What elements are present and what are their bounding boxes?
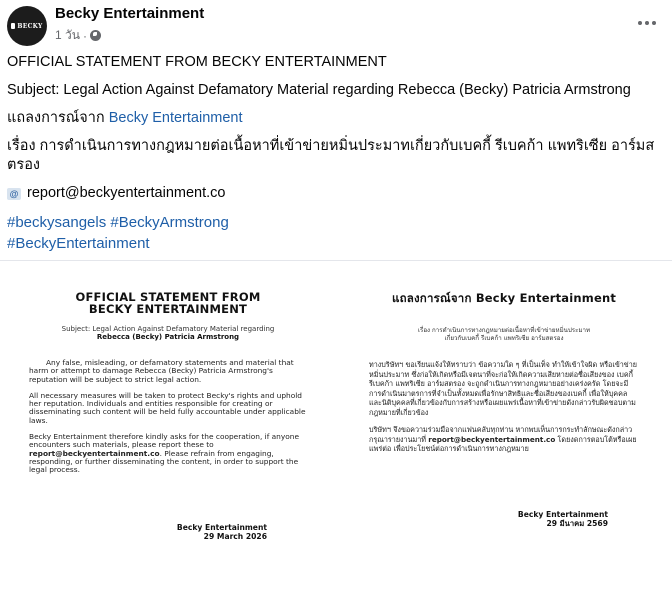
statement-image-english[interactable]: [0, 261, 336, 597]
email-line: [7, 184, 662, 203]
statement-heading: OFFICIAL STATEMENT FROM BECKY ENTERTAINMENT: [7, 54, 387, 70]
hashtag-link[interactable]: #beckysangels: [7, 214, 107, 231]
image-paragraph: Becky Entertainment therefore kindly asks for the cooperation, if anyone encounters such materials, please report these to report@beckyentertainment.co. Please refrain from engaging, responding, or further disseminating the content, in order to support the legal process.: [29, 432, 299, 475]
image-paragraph: ทางบริษัทฯ ขอเรียนแจ้งให้ทราบว่า ข้อความใด ๆ ที่เป็นเท็จ ทำให้เข้าใจผิด หรือเข้าข่ายหมิ่นประมาท ซึ่งก่อให้เกิดหรือมีเจตนาที่จะก่อให้เกิดความเสียหายต่อชื่อเสียงของ เบคกี้ รีเบคก้า แพทริเซีย อาร์มสตรอง จะถูกดำเนินการทางกฎหมายอย่างเคร่งครัด โดยจะมีการดำเนินมาตรการที่จำเป็นทั้งหมดเพื่อรักษาสิทธิและชื่อเสียงของเบคกี้ เพื่อให้บุคคลและนิติบุคคลที่เกี่ยวข้องกับการสร้างหรือเผยแพร่เนื้อหาที่เข้าข่ายดังกล่าวรับผิดชอบตามกฎหมายที่เกี่ยวข้อง: [369, 360, 637, 417]
image-title: OFFICIAL STATEMENT FROM BECKY ENTERTAINMENT: [75, 290, 261, 316]
thai-heading-prefix: แถลงการณ์จาก: [7, 110, 109, 126]
thai-subject: เรื่อง การดำเนินการทางกฎหมายต่อเนื้อหาที่เข้าข่ายหมิ่นประมาทเกี่ยวกับเบคกี้ รีเบคก้า แพทริเซีย อาร์มสตรอง: [7, 138, 655, 173]
email-icon: @: [7, 188, 21, 200]
post-meta: [55, 26, 101, 45]
image-body: [29, 359, 311, 483]
dot-icon: [645, 21, 649, 25]
page-name-link[interactable]: Becky Entertainment: [55, 5, 205, 22]
globe-icon: [90, 30, 101, 41]
image-subject: Subject: Legal Action Against Defamatory Material regarding Rebecca (Becky) Patricia Armstrong: [61, 325, 275, 341]
image-signature: Becky Entertainment 29 มีนาคม 2569: [517, 510, 608, 528]
thai-heading: [7, 109, 662, 128]
hashtag-link[interactable]: #BeckyEntertainment: [7, 235, 150, 252]
post-header: [0, 0, 672, 48]
image-paragraph: All necessary measures will be taken to protect Becky's rights and uphold her reputation. Individuals and entities responsible for creating or disseminating such content will be held fully accountable under applicable laws.: [29, 390, 306, 425]
image-paragraph: บริษัทฯ จึงขอความร่วมมือจากแฟนคลับทุกท่าน หากพบเห็นการกระทำลักษณะดังกล่าว กรุณารายงานมาที่ report@beckyentertainment.co โดยงดการตอบโต้หรือเผยแพร่ต่อ เพื่อประโยชน์ต่อการดำเนินการทางกฎหมาย: [369, 425, 637, 453]
hashtags: [7, 212, 662, 254]
post-timestamp[interactable]: 1 วัน: [55, 28, 80, 42]
image-subject: เรื่อง การดำเนินการทางกฎหมายต่อเนื้อหาที่เข้าข่ายหมิ่นประมาท เกี่ยวกับเบคกี้ รีเบคก้า แพทริเซีย อาร์มสตรอง: [417, 327, 591, 342]
email-text: report@beckyentertainment.co: [27, 185, 226, 201]
image-paragraph: Any false, misleading, or defamatory statements and material that harm or attempt to damage Rebecca (Becky) Patricia Armstrong's reputation will be subject to strict legal action.: [29, 358, 294, 384]
hashtag-link[interactable]: #BeckyArmstrong: [110, 214, 229, 231]
more-options-button[interactable]: [633, 14, 661, 32]
statement-image-thai[interactable]: [336, 261, 672, 597]
dot-icon: [638, 21, 642, 25]
becky-logo-icon: BECKY: [11, 23, 42, 30]
dot-icon: [652, 21, 656, 25]
meta-separator: ·: [82, 28, 87, 43]
image-title: แถลงการณ์จาก Becky Entertainment: [391, 291, 617, 305]
avatar[interactable]: [7, 6, 47, 46]
post-text: [7, 53, 662, 254]
page-mention-link[interactable]: Becky Entertainment: [108, 110, 243, 126]
statement-subject: Subject: Legal Action Against Defamatory Material regarding Rebecca (Becky) Patricia Armstrong: [7, 82, 631, 98]
image-body: [369, 360, 639, 462]
image-signature: Becky Entertainment 29 March 2026: [176, 523, 267, 541]
